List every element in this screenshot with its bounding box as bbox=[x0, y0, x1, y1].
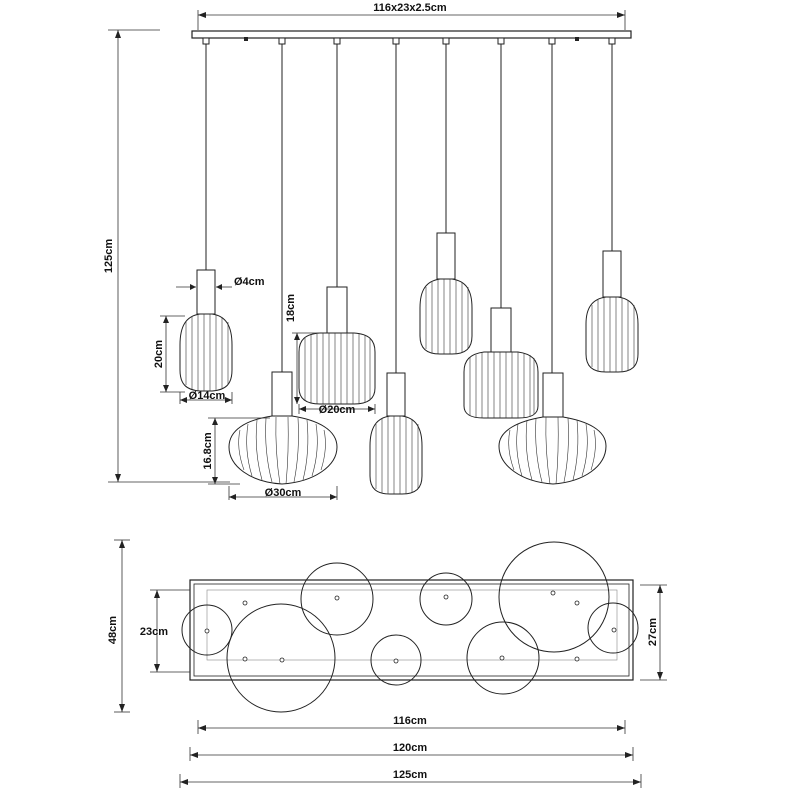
plan-height-23-label: 23cm bbox=[139, 626, 169, 638]
plan-width-120-label: 120cm bbox=[392, 742, 428, 754]
socket-diameter-label: Ø4cm bbox=[234, 276, 265, 288]
shade-height-16-8-label: 16.8cm bbox=[202, 432, 214, 470]
plan-height-27-dimension bbox=[640, 585, 667, 680]
plan-width-120-dimension bbox=[190, 742, 633, 761]
plan-width-116-label: 116cm bbox=[393, 715, 427, 727]
plan-width-125-label: 125cm bbox=[392, 769, 428, 781]
pendant-2 bbox=[229, 38, 337, 484]
plan-canopy-outline bbox=[190, 580, 633, 680]
pendant-8 bbox=[586, 38, 638, 372]
canopy-width-dimension bbox=[198, 2, 625, 30]
shade-diameter-14-dimension bbox=[180, 390, 232, 404]
shade-diameter-30-label: Ø30cm bbox=[264, 487, 302, 499]
overall-height-dimension bbox=[103, 30, 230, 482]
pendant-5 bbox=[420, 38, 472, 354]
plan-width-116-dimension bbox=[198, 715, 625, 734]
pendant-4 bbox=[370, 38, 422, 494]
plan-height-48-label: 48cm bbox=[107, 615, 119, 645]
ceiling-canopy bbox=[192, 31, 631, 38]
plan-view bbox=[107, 540, 667, 788]
shade-diameter-30-dimension bbox=[229, 486, 337, 500]
canopy-dimension-label: 116x23x2.5cm bbox=[373, 2, 447, 14]
shade-height-20-label: 20cm bbox=[153, 339, 165, 369]
elevation-view bbox=[103, 2, 638, 500]
pendant-6 bbox=[464, 38, 538, 418]
plan-height-27-label: 27cm bbox=[647, 617, 659, 647]
pendant-1 bbox=[180, 38, 232, 391]
shade-diameter-14-label: Ø14cm bbox=[188, 390, 226, 402]
overall-height-label: 125cm bbox=[103, 238, 115, 274]
plan-height-48-dimension bbox=[107, 540, 130, 712]
pendant-3 bbox=[299, 38, 375, 404]
plan-canopy-inner bbox=[194, 584, 629, 676]
socket-diameter-dimension bbox=[176, 276, 265, 290]
plan-shade-circles bbox=[182, 542, 638, 712]
shade-diameter-20-label: Ø20cm bbox=[318, 404, 356, 416]
plan-width-125-dimension bbox=[180, 769, 641, 788]
shade-diameter-20-dimension bbox=[299, 404, 375, 416]
shade-height-18-label: 18cm bbox=[285, 293, 297, 323]
